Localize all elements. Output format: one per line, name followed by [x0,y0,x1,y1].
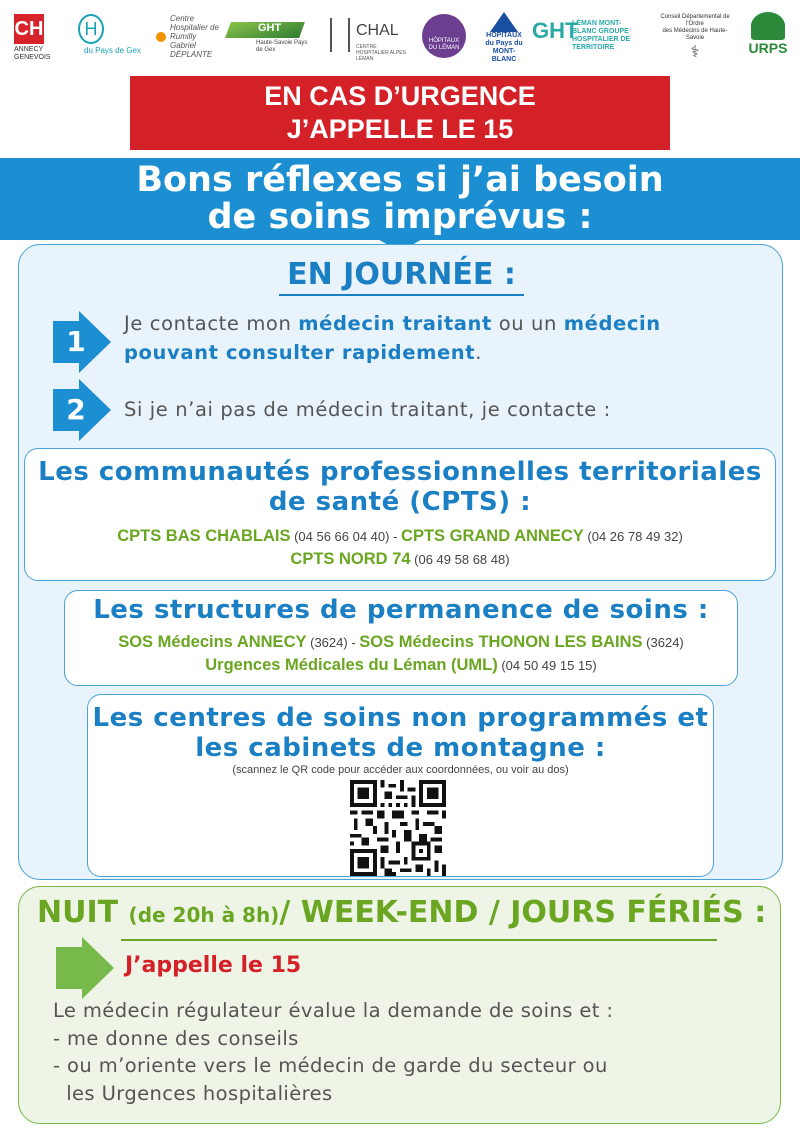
permanence-separator: - [347,635,360,650]
logo-chal-sub: CENTRE HOSPITALIER ALPES LÉMAN [356,44,406,62]
centres-title [88,695,713,763]
caduceus-icon: ⚕ [690,44,700,61]
regulation-line-3: - ou m’oriente vers le médecin de garde du secteur ou [53,1054,608,1077]
logo-ch-pays-de-gex [76,14,142,58]
logo-ght-haute-savoie [228,18,308,52]
cpts-bas-chablais-phone: (04 56 66 04 40) [290,529,390,544]
logo-mont-name: HOPITAUX [486,32,522,39]
permanence-box [64,590,738,686]
step-1-text-c: . [475,341,483,364]
regulation-line-2: - me donne des conseils [53,1026,299,1050]
cpts-nord-74-phone: (06 49 58 68 48) [410,552,510,567]
logo-ch-sub: ANNECY GENEVOIS [14,46,51,61]
logo-ght-sub: Haute-Savoie Pays de Gex [256,40,308,53]
page-title-line-2: de soins imprévus : [207,197,593,237]
logo-ghtlm-sub: LÉMAN MONT-BLANC GROUPE HOSPITALIER DE TERRITOIRE [572,20,631,51]
cpts-list [25,517,775,571]
urgence-line-1: EN CAS D’URGENCE [264,81,536,111]
qr-code[interactable] [350,780,446,876]
mountain-icon [490,12,518,32]
logo-ght-leman-mont-blanc [532,18,642,52]
page-title-line-1: Bons réflexes si j’ai besoin [136,160,664,200]
daytime-heading-text: EN JOURNÉE : [279,257,524,296]
urgence-line-2: J’APPELLE LE 15 [286,114,514,144]
logo-ordre-sub: des Médecins de Haute-Savoie [662,28,728,41]
logo-chal [330,14,410,60]
logo-ght-mark: GHT [258,22,282,34]
night-heading-underline [121,939,717,941]
sos-thonon-phone: (3624) [642,635,684,650]
night-heading-weekend: / WEEK-END / JOURS FÉRIÉS : [279,895,767,930]
step-2-number: 2 [66,393,86,426]
sos-annecy-phone: (3624) [306,635,348,650]
uml-phone: (04 50 49 15 15) [497,658,597,673]
cpts-grand-annecy-name: CPTS GRAND ANNECY [401,527,584,545]
step-1-highlight-medecin: médecin [563,312,661,335]
logo-chal-mark: CHAL [356,22,399,39]
page-title-banner [0,158,800,240]
tree-icon [751,12,785,40]
page-title [0,162,800,236]
permanence-list [65,625,737,677]
step-1-text-a: Je contacte mon [124,312,299,335]
cpts-title [25,449,775,517]
permanence-title: Les structures de permanence de soins : [93,595,709,625]
logo-hopitaux-mont-blanc [482,12,526,62]
logo-leman-name: HÔPITAUX [428,38,460,44]
logo-gex-mark: H [78,14,104,44]
logo-ch-rumilly [158,14,228,58]
regulation-line-4: les Urgences hospitalières [53,1081,333,1105]
step-1-highlight-medecin-traitant: médecin traitant [298,312,492,335]
daytime-panel [18,244,783,880]
call-arrow-icon [55,937,115,999]
cpts-title-line-1: Les communautés professionnelles territoriales [38,457,762,487]
logo-ch-annecy-genevois [14,14,58,60]
logo-ghtlm-mark: GHT [532,18,579,43]
cpts-separator: - [389,529,402,544]
night-heading [37,895,766,930]
logo-rumilly-sub: Gabriel DÉPLANTE [170,41,213,59]
step-2-text: Si je n’ai pas de médecin traitant, je contacte : [124,398,611,421]
logo-hopitaux-du-leman [422,14,466,58]
logo-ordre-medecins [654,14,736,60]
cpts-box [24,448,776,581]
uml-name: Urgences Médicales du Léman (UML) [205,656,498,674]
urgence-banner [130,76,670,150]
cpts-title-line-2: de santé (CPTS) : [268,487,532,517]
sos-annecy-name: SOS Médecins ANNECY [118,633,307,651]
cpts-nord-74-name: CPTS NORD 74 [290,550,411,568]
step-1-text [124,309,749,367]
logo-rumilly-name: Centre Hospitalier de Rumilly [170,14,219,41]
night-weekend-panel [18,886,781,1124]
logo-urps-name: URPS [748,40,788,56]
cpts-bas-chablais-name: CPTS BAS CHABLAIS [117,527,291,545]
step-1-text-b: ou un [491,312,564,335]
call-15-text: J’appelle le 15 [125,953,302,978]
centres-title-line-1: Les centres de soins non programmés et [92,703,709,733]
partner-logos [0,0,800,70]
centres-title-line-2: les cabinets de montagne : [195,733,606,763]
logo-mont-sub: du Pays du MONT-BLANC [485,40,523,63]
logo-urps [746,12,790,62]
qr-instruction: (scannez le QR code pour accéder aux coordonnées, ou voir au dos) [232,764,569,776]
logo-rumilly-dot [156,32,166,42]
logo-gex-sub: du Pays de Gex [84,46,141,55]
night-heading-nuit: NUIT [37,895,129,930]
logo-leman-sub: DU LÉMAN [428,45,460,51]
night-heading-hours: (de 20h à 8h) [128,903,280,927]
step-1-number: 1 [66,325,86,358]
regulation-description [53,997,613,1107]
cpts-grand-annecy-phone: (04 26 78 49 32) [583,529,683,544]
logo-chal-symbol [330,18,350,52]
logo-ch-mark: CH [14,14,44,44]
step-1-highlight-rapidement: pouvant consulter rapidement [124,341,476,364]
daytime-heading [19,257,784,296]
sos-thonon-name: SOS Médecins THONON LES BAINS [359,633,643,651]
regulation-line-1: Le médecin régulateur évalue la demande de soins et : [53,999,614,1022]
logo-ordre-name: Conseil Départemental de l'Ordre [660,14,730,27]
